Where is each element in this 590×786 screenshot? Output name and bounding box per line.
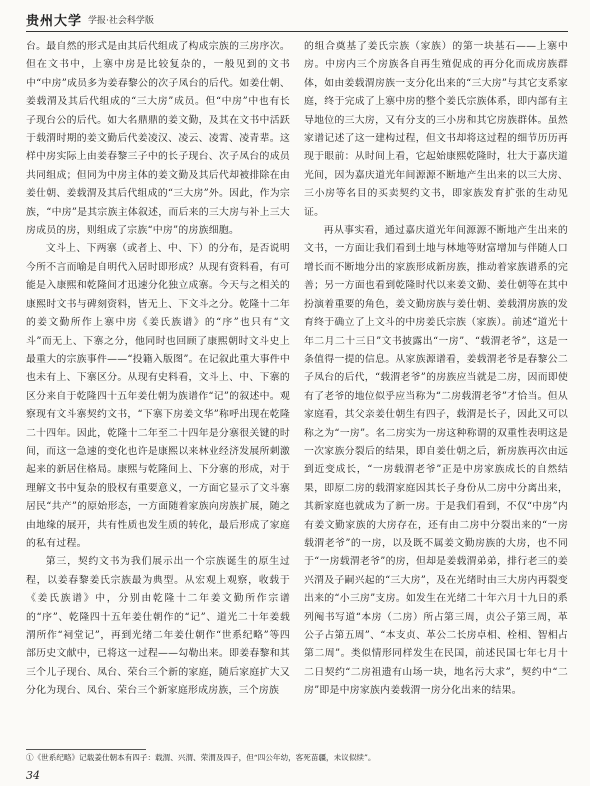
right-column [304, 38, 568, 738]
paragraph: 台。最自然的形式是由其后代组成了构成宗族的三房序次。但在文书中，上寨中房是比较复杂的，一般见到的文书中“中房”成员多为姜春黎公的次子凤台的后代。如姜仕朝、姜载渭及其后代组成的“三大房”成员。但“中房”中也有长子现台公的后代。如大名鼎鼎的姜文勤，及其在文书中活跃于载渭时期的姜文勤后代姜凌汉、凌云、凌霄、凌青辈。这样中房实际上由姜春黎三子中的长子现台、次子凤台的成员共同组成；但同为中房主体的姜文勤及其后代却被排除在由姜仕朝、姜载渭及其后代组成的“三大房”外。因此，作为宗族，“中房”是其宗族主体叙述，而后来的三大房与补上三大房成员的房，则组成了宗族“中房”的房族细胞。 [26, 41, 290, 237]
journal-section: 学报·社会科学版 [88, 15, 154, 26]
paragraph: 再从事实看，通过嘉庆道光年间源源不断地产生出来的文书，一方面让我们看到土地与林地等财富增加与伴随人口增长而不断地分出的家族形成新房族，推动着家族谱系的完善；另一方面也看到乾隆时代以来姜文勤、姜仕朝等在其中扮演着重要的角色，姜文勤房族与姜仕朝、姜载渭房族的发育终于确立了上文斗的中房姜氏宗族（家族）。前述“道光十年二月二十三日”文书披露出“一房”、“载渭老爷”，这是一条值得一提的信息。从家族源谱看，姜载渭老爷是春黎公二子凤台的后代，“载渭老爷”的房族应当就是二房，因而即使有了老爷的地位似乎应当称为“二房载渭老爷”才恰当。但从家庭看，其父亲姜仕朝生有四子，载渭是长子，因此又可以称之为“一房”。名二房实为一房这种称谓的双重性表明这是一次家族分裂后的结果，即自姜仕朝之后，新房族再次由远到近变成长，“一房载渭老爷”正是中房家族成长的自然结果，即原二房的载渭家庭因其长子身份从二房中分离出来，其新家庭也就成为了新一房。于是我们看到，不仅“中房”内有姜文勤家族的大房存在，还有由二房中分裂出来的“一房载渭老爷”的一房，以及既不属姜文勤房族的大房，也不同于“一房载渭老爷”的房，但却是姜载渭弟弟，排行老三的姜兴渭及子嗣兴起的“三大房”，及在光绪时由三大房内再裂变出来的“小三房”支房。如发生在光绪二十年六月十九日的系列阄书写道“本房（二房）所占第三周，贞公子第三周，革公子占第五周”、“本支贞、革公二长房卓相、栓相、智相占第二周”。类似情形同样发生在民国，前述民国七年七月十二日契约“二房祖遗有山场一块，地名污大求”，契约中“二房”即是中房家族内姜载渭一房分化出来的结果。 [304, 225, 568, 697]
paragraph: 的组合奠基了姜氏宗族（家族）的第一块基石——上寨中房。中房内三个房族各自再生殖促成的再分化而成房族群体，如由姜载渭房族一支分化出来的“三大房”与其它支系家庭，终于完成了上寨中房的整个姜氏宗族体系，即内部有主导地位的三大房，又有分支的三小房和其它房族群体。虽然家谱记述了这一建构过程，但文书却将这过程的细节历历再现于眼前：从时间上看，它起始康熙乾隆时，壮大于嘉庆道光间，因为嘉庆道光年间源源不断地产生出来的以三大房、三小房等名目的买卖契约文书，即家族发育扩张的生动见证。 [304, 41, 568, 218]
body-columns [26, 38, 568, 738]
paragraph: 文斗上、下两寨（或者上、中、下）的分布，是否说明今所不言而喻是自明代入居时即形成？从现有资料看，有可能是入康熙和乾隆间才迅速分化独立成寨。今天与之相关的康熙时文书与碑刻资料，皆无上、下文斗之分。乾隆十二年的姜文勤所作上寨中房《姜氏族谱》的“序”也只有“文斗”而无上、下寨之分，他同时也回顾了康熙朝时文斗史上最重大的宗族事件——“投籍入版图”。在记叙此重大事件中也未有上、下寨区分。从现有史料看，文斗上、中、下寨的区分来自于乾隆四十五年姜仕朝为族谱作“记”的叙述中。观察现有文斗寨契约文书，“下寨下房姜文华”称呼出现在乾隆二十四年。因此，乾隆十二年至二十四年是分寨很关键的时间，而这一急速的变化也许是康熙以来林业经济发展所刺激起来的新居住格局。康熙与乾隆间上、下分寨的形成，对于理解文书中复杂的股权有重要意义，一方面它显示了文斗寨居民“共产”的原始形态，一方面随着家族向房族扩展，随之由地缘的展开，共有性质也发生质的转化，最后形成了家庭的私有过程。 [26, 243, 290, 549]
footnote: ①《世系纪略》记载姜仕朝本有四子：载渭、兴渭、荣渭及四子，但“四公年幼，客死苗疆，未议似续”。 [26, 753, 376, 762]
left-column [26, 38, 290, 738]
journal-name: 贵州大学 [26, 13, 83, 29]
running-header [26, 8, 566, 30]
footnote-rule [26, 749, 146, 750]
page-number: 34 [26, 769, 40, 782]
paragraph: 第三，契约文书为我们展示出一个宗族诞生的原生过程，以姜春黎姜氏宗族最为典型。从宏观上观察，收载于《姜氏族谱》中，分别由乾隆十二年姜文勤所作宗谱的“序”、乾隆四十五年姜仕朝作的“记”、道光二十年姜载渭所作“祠堂记”，再到光绪二年姜仕朝作“世系纪略”等四部历史文献中，已将这一过程——勾勒出来。即姜春黎和其三个儿子现台、凤台、荣台三个新的家庭，随后家庭扩大又分化为现台、凤台、荣台三个新家庭形成房族，三个房族 [26, 556, 290, 697]
header-rule [26, 31, 568, 32]
